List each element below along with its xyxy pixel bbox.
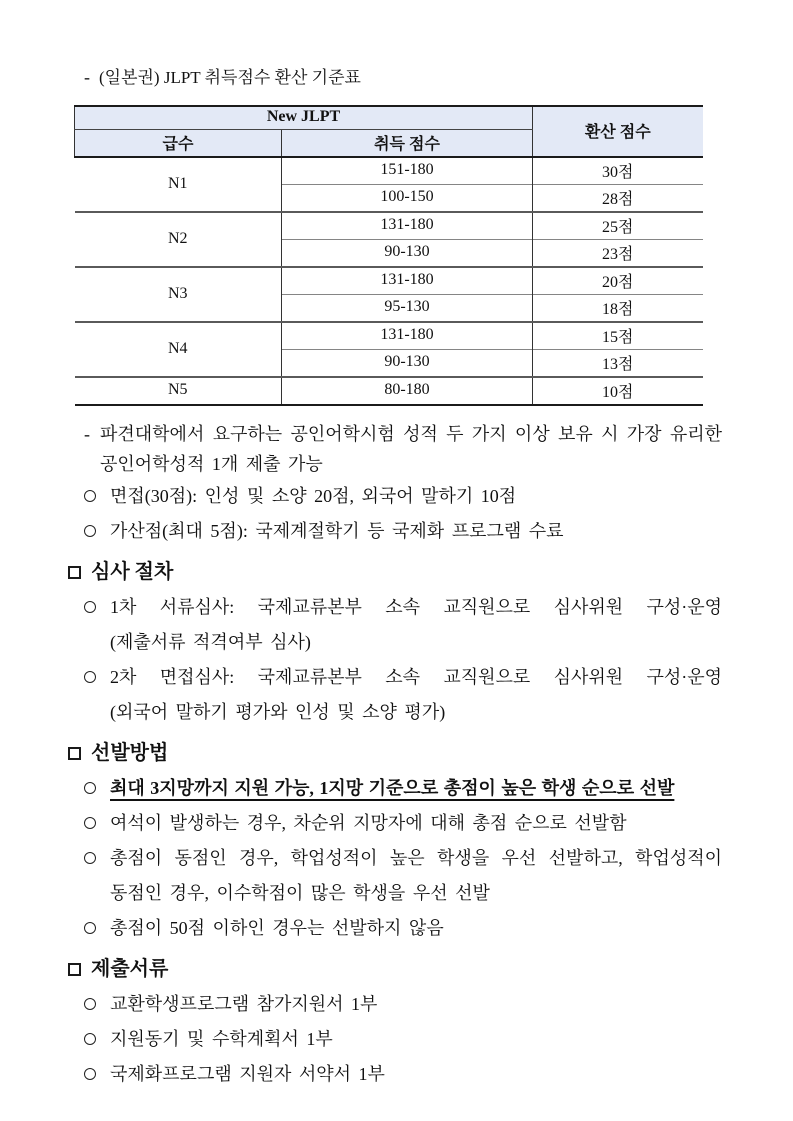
header-converted-score: 환산 점수: [533, 106, 703, 157]
square-outline-icon: [68, 566, 81, 579]
item-line: 국제화프로그램 지원자 서약서 1부: [110, 1063, 385, 1084]
level-cell: N1: [75, 157, 282, 212]
converted-cell: 10점: [533, 377, 703, 405]
converted-cell: 13점: [533, 349, 703, 377]
table-row: [75, 212, 703, 240]
circle-outline-icon: [84, 817, 96, 829]
list-item: [68, 987, 722, 1022]
level-cell: N3: [75, 267, 282, 322]
circle-outline-icon: [84, 782, 96, 794]
converted-cell: 28점: [533, 184, 703, 212]
interview-note: [68, 479, 722, 514]
score-cell: 100-150: [282, 184, 533, 212]
note-line: 공인어학성적 1개 제출 가능: [100, 453, 323, 474]
section-heading: [68, 736, 722, 771]
level-cell: N4: [75, 322, 282, 377]
notes-block: [68, 419, 722, 549]
section-heading: [68, 555, 722, 590]
square-outline-icon: [68, 963, 81, 976]
converted-cell: 25점: [533, 212, 703, 240]
list-item: [68, 1057, 722, 1092]
jlpt-conversion-table: [74, 105, 703, 406]
circle-outline-icon: [84, 671, 96, 683]
item-line: 2차 면접심사: 국제교류본부 소속 교직원으로 심사위원 구성·운영: [110, 666, 722, 687]
circle-outline-icon: [84, 852, 96, 864]
converted-cell: 30점: [533, 157, 703, 185]
section-heading-text: 선발방법: [91, 741, 169, 764]
circle-outline-icon: [84, 1033, 96, 1045]
converted-cell: 15점: [533, 322, 703, 350]
item-line: 총점이 동점인 경우, 학업성적이 높은 학생을 우선 선발하고, 학업성적이: [110, 847, 722, 868]
dash-marker: -: [84, 67, 90, 87]
item-line: 여석이 발생하는 경우, 차순위 지망자에 대해 총점 순으로 선발함: [110, 812, 627, 833]
item-line: 1차 서류심사: 국제교류본부 소속 교직원으로 심사위원 구성·운영: [110, 596, 722, 617]
section-heading: [68, 952, 722, 987]
table-row: [75, 157, 703, 185]
item-line: 지원동기 및 수학계획서 1부: [110, 1028, 333, 1049]
score-cell: 80-180: [282, 377, 533, 405]
item-line: 총점이 50점 이하인 경우는 선발하지 않음: [110, 917, 444, 938]
level-cell: N2: [75, 212, 282, 267]
item-line: 교환학생프로그램 참가지원서 1부: [110, 993, 378, 1014]
note-text: 가산점(최대 5점): 국제계절학기 등 국제화 프로그램 수료: [110, 520, 564, 541]
level-cell: N5: [75, 377, 282, 405]
circle-outline-icon: [84, 998, 96, 1010]
header-acquired-score: 취득 점수: [282, 129, 533, 157]
bonus-note: [68, 514, 722, 549]
table-row: [75, 322, 703, 350]
list-item: [68, 1022, 722, 1057]
item-line: 동점인 경우, 이수학점이 많은 학생을 우선 선발: [110, 882, 490, 903]
dash-marker: -: [84, 423, 90, 444]
table-row: [75, 267, 703, 295]
converted-cell: 20점: [533, 267, 703, 295]
list-item: [68, 590, 722, 660]
section-heading-text: 심사 절차: [91, 560, 174, 583]
table-header-row-1: [75, 106, 703, 129]
list-item: [68, 660, 722, 730]
score-cell: 90-130: [282, 239, 533, 267]
list-item-emphasized: [68, 771, 722, 806]
section-selection: [68, 736, 722, 946]
score-cell: 131-180: [282, 267, 533, 295]
list-item: [68, 911, 722, 946]
note-text: 면접(30점): 인성 및 소양 20점, 외국어 말하기 10점: [110, 485, 517, 506]
header-level: 급수: [75, 129, 282, 157]
circle-outline-icon: [84, 525, 96, 537]
header-new-jlpt: New JLPT: [75, 106, 533, 129]
circle-outline-icon: [84, 922, 96, 934]
section-heading-text: 제출서류: [91, 957, 169, 980]
converted-cell: 18점: [533, 294, 703, 322]
item-line: (제출서류 적격여부 심사): [110, 631, 311, 652]
circle-outline-icon: [84, 601, 96, 613]
square-outline-icon: [68, 747, 81, 760]
score-cell: 90-130: [282, 349, 533, 377]
converted-cell: 23점: [533, 239, 703, 267]
list-item: [68, 841, 722, 911]
table-row: [75, 377, 703, 405]
note-line: 파견대학에서 요구하는 공인어학시험 성적 두 가지 이상 보유 시 가장 유리한: [100, 423, 722, 444]
circle-outline-icon: [84, 1068, 96, 1080]
section-review: [68, 555, 722, 730]
item-line: 최대 3지망까지 지원 가능, 1지망 기준으로 총점이 높은 학생 순으로 선발: [110, 777, 675, 798]
score-cell: 95-130: [282, 294, 533, 322]
language-score-note: [68, 419, 722, 479]
item-line: (외국어 말하기 평가와 인성 및 소양 평가): [110, 701, 446, 722]
section-documents: [68, 952, 722, 1092]
score-cell: 131-180: [282, 322, 533, 350]
list-item: [68, 806, 722, 841]
table-title-text: (일본권) JLPT 취득점수 환산 기준표: [99, 68, 361, 87]
score-cell: 131-180: [282, 212, 533, 240]
circle-outline-icon: [84, 490, 96, 502]
score-cell: 151-180: [282, 157, 533, 185]
table-title: [84, 64, 722, 91]
